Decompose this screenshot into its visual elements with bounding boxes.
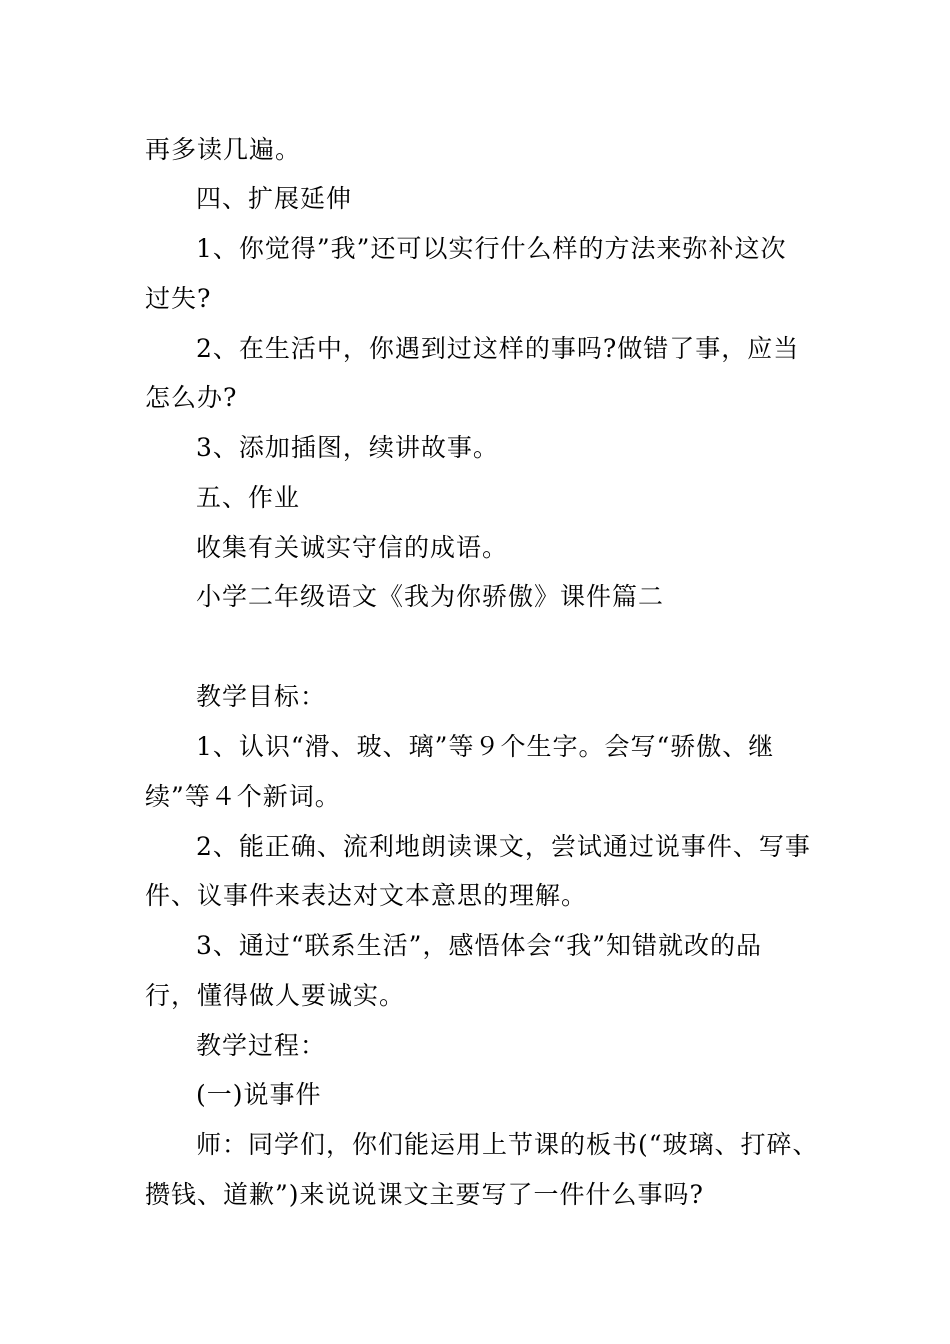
section-heading: (一)说事件 <box>196 1080 322 1109</box>
paragraph-line: 1、你觉得”我”还可以实行什么样的方法来弥补这次 <box>196 234 787 263</box>
paragraph-line: 攒钱、道歉”)来说说课文主要写了一件什么事吗? <box>145 1180 704 1209</box>
paragraph-line: 行，懂得做人要诚实。 <box>145 981 406 1010</box>
paragraph-line: 过失? <box>145 284 212 313</box>
article-title: 小学二年级语文《我为你骄傲》课件篇二 <box>196 582 665 611</box>
paragraph-line: 再多读几遍。 <box>145 135 302 164</box>
paragraph-line: 续”等４个新词。 <box>145 782 341 811</box>
paragraph-line: 1、认识“滑、玻、璃”等９个生字。会写“骄傲、继 <box>196 732 775 761</box>
section-heading: 教学过程： <box>196 1031 327 1060</box>
paragraph-line: 收集有关诚实守信的成语。 <box>196 533 509 562</box>
section-heading: 五、作业 <box>196 483 301 512</box>
section-heading: 四、扩展延伸 <box>196 184 353 213</box>
paragraph-line: 件、议事件来表达对文本意思的理解。 <box>145 881 588 910</box>
paragraph-line: 2、在生活中，你遇到过这样的事吗?做错了事，应当 <box>196 334 800 363</box>
paragraph-line: 2、能正确、流利地朗读课文，尝试通过说事件、写事 <box>196 832 811 861</box>
paragraph-line: 3、通过“联系生活”，感悟体会“我”知错就改的品 <box>196 931 763 960</box>
section-heading: 教学目标： <box>196 682 327 711</box>
paragraph-line: 师：同学们，你们能运用上节课的板书(“玻璃、打碎、 <box>196 1130 819 1159</box>
paragraph-line: 3、添加插图，续讲故事。 <box>196 433 499 462</box>
paragraph-line: 怎么办? <box>145 383 238 412</box>
